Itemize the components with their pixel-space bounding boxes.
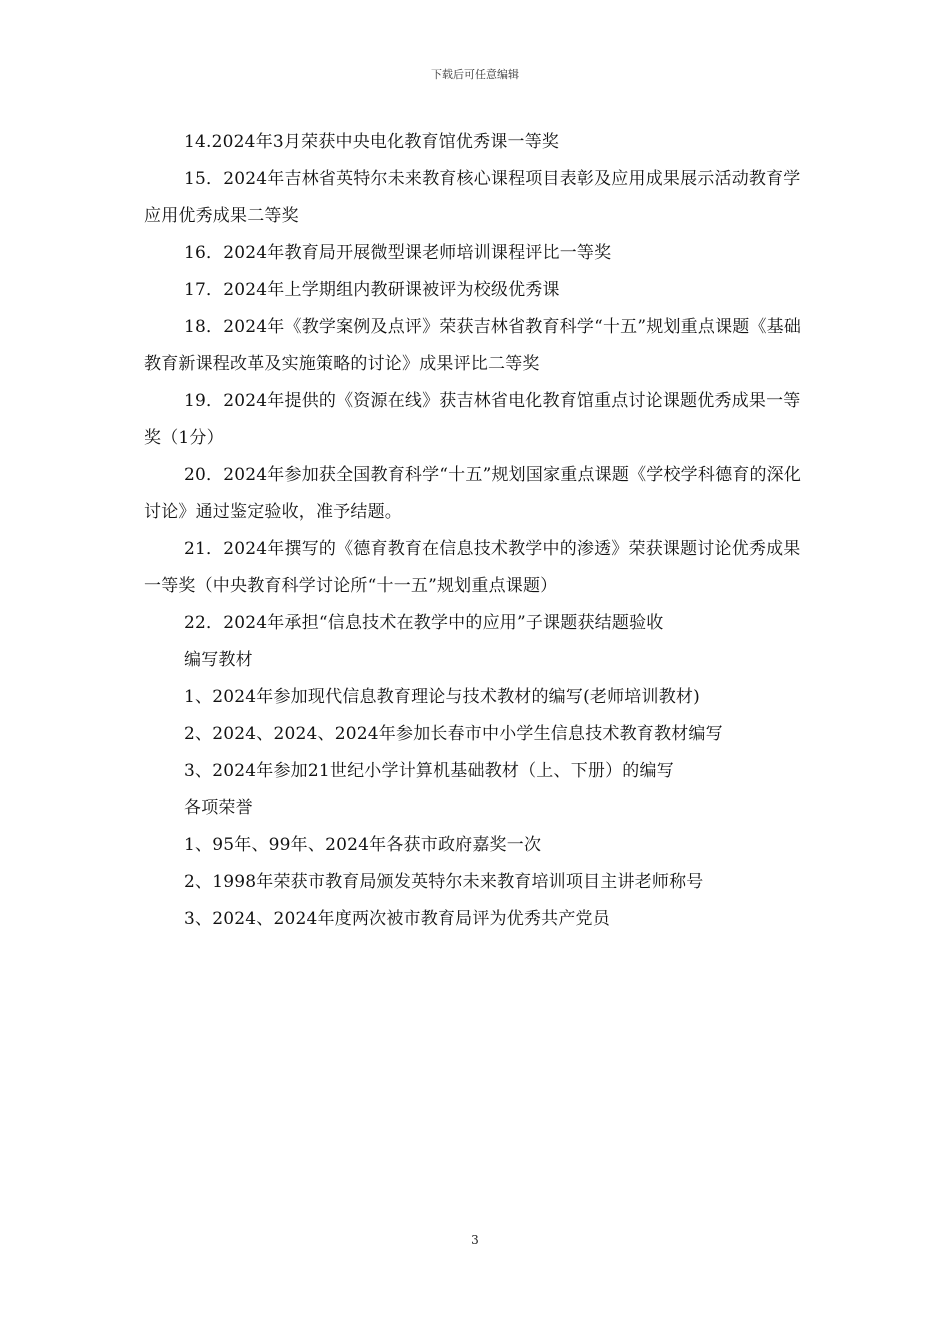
award-item-14: 14.2024年3月荣获中央电化教育馆优秀课一等奖 bbox=[184, 132, 560, 152]
section-heading-textbooks: 编写教材 bbox=[184, 650, 253, 670]
honor-item-1: 1、95年、99年、2024年各获市政府嘉奖一次 bbox=[184, 835, 542, 855]
award-item-20: 20．2024年参加获全国教育科学“十五”规划国家重点课题《学校学科德育的深化讨论》通过鉴定验收，准予结题。 bbox=[144, 465, 802, 522]
honor-item-2: 2、1998年荣获市教育局颁发英特尔未来教育培训项目主讲老师称号 bbox=[184, 872, 704, 892]
award-item-21: 21．2024年撰写的《德育教育在信息技术教学中的渗透》荣获课题讨论优秀成果一等奖（中央教育科学讨论所“十一五”规划重点课题） bbox=[144, 539, 801, 596]
award-item-18: 18．2024年《教学案例及点评》荣获吉林省教育科学“十五”规划重点课题《基础教育新课程改革及实施策略的讨论》成果评比二等奖 bbox=[144, 317, 802, 374]
award-item-22: 22．2024年承担“信息技术在教学中的应用”子课题获结题验收 bbox=[184, 613, 664, 633]
honor-item-3: 3、2024、2024年度两次被市教育局评为优秀共产党员 bbox=[184, 909, 610, 929]
award-item-19: 19．2024年提供的《资源在线》获吉林省电化教育馆重点讨论课题优秀成果一等奖（1分） bbox=[144, 391, 801, 448]
textbook-item-3: 3、2024年参加21世纪小学计算机基础教材（上、下册）的编写 bbox=[184, 761, 674, 781]
page-number: 3 bbox=[471, 1233, 479, 1247]
award-item-16: 16．2024年教育局开展微型课老师培训课程评比一等奖 bbox=[184, 243, 612, 263]
award-item-15: 15．2024年吉林省英特尔未来教育核心课程项目表彰及应用成果展示活动教育学应用优秀成果二等奖 bbox=[144, 169, 801, 226]
page-header: 下载后可任意编辑 bbox=[431, 68, 519, 81]
section-heading-honors: 各项荣誉 bbox=[184, 798, 253, 818]
textbook-item-2: 2、2024、2024、2024年参加长春市中小学生信息技术教育教材编写 bbox=[184, 724, 723, 744]
award-item-17: 17．2024年上学期组内教研课被评为校级优秀课 bbox=[184, 280, 560, 300]
textbook-item-1: 1、2024年参加现代信息教育理论与技术教材的编写(老师培训教材) bbox=[184, 687, 700, 707]
document-body bbox=[144, 124, 812, 938]
